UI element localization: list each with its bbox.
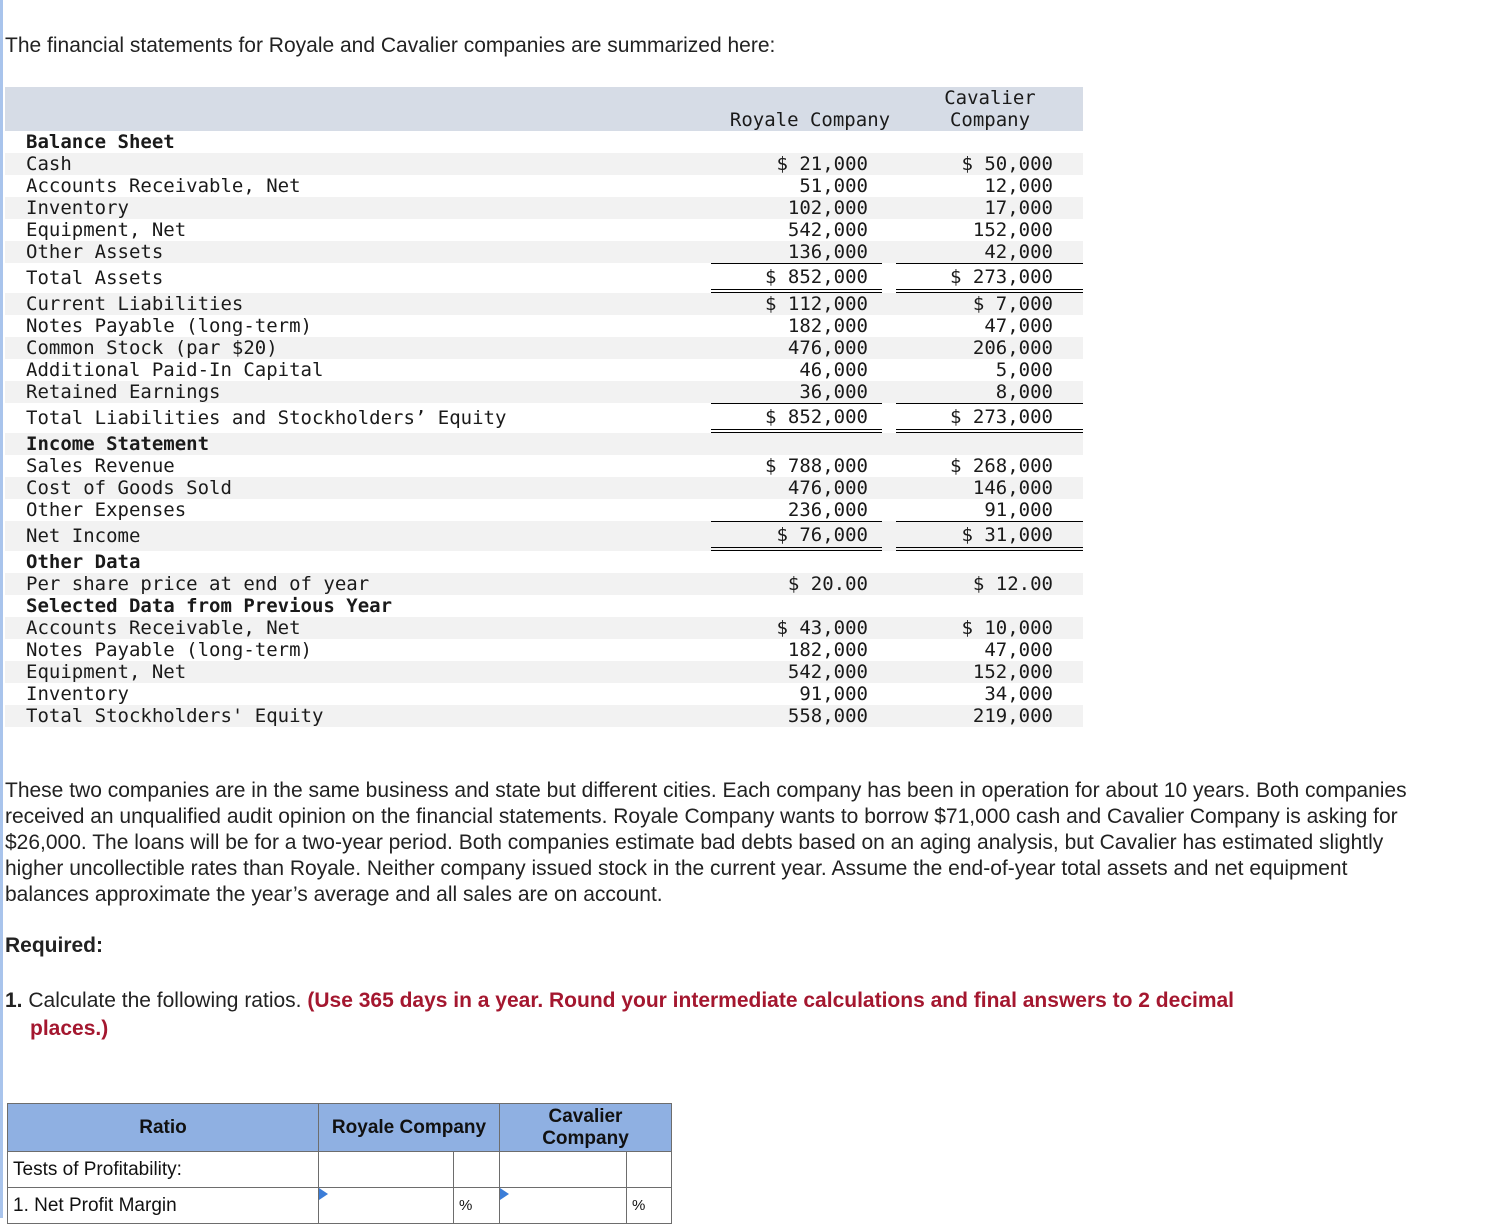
total-row: Net Income $ 76,000 $ 31,000 bbox=[5, 521, 1083, 551]
table-row: Notes Payable (long-term) 182,000 47,000 bbox=[26, 315, 1053, 337]
section-heading: Income Statement bbox=[5, 433, 1083, 455]
table-row: Equipment, Net 542,000 152,000 bbox=[5, 661, 1083, 683]
royale-column-header-answer: Royale Company bbox=[319, 1104, 500, 1152]
section-heading: Selected Data from Previous Year bbox=[26, 595, 393, 617]
left-accent-bar bbox=[0, 0, 3, 1218]
total-row: Total Assets $ 852,000 $ 273,000 bbox=[5, 263, 1083, 293]
table-row: Other Expenses 236,000 91,000 bbox=[26, 499, 1053, 521]
section-heading: Other Data bbox=[26, 551, 141, 573]
table-row: Total Stockholders' Equity 558,000 219,000 bbox=[5, 705, 1083, 727]
table-row: Retained Earnings 36,000 8,000 bbox=[5, 381, 1083, 403]
table-row: Notes Payable (long-term) 182,000 47,000 bbox=[26, 639, 1053, 661]
input-indicator-icon bbox=[319, 1188, 328, 1200]
intro-text: The financial statements for Royale and Cavalier companies are summarized here: bbox=[5, 34, 776, 57]
percent-unit: % bbox=[627, 1188, 672, 1224]
table-row: Other Assets 136,000 42,000 bbox=[5, 241, 1083, 263]
ratio-column-header: Ratio bbox=[8, 1104, 319, 1152]
table-row: Inventory 91,000 34,000 bbox=[26, 683, 1053, 705]
input-indicator-icon bbox=[500, 1188, 509, 1200]
table-row: Accounts Receivable, Net $ 43,000 $ 10,000 bbox=[5, 617, 1083, 639]
section-heading: Balance Sheet bbox=[26, 131, 175, 153]
table-row: Current Liabilities $ 112,000 $ 7,000 bbox=[5, 293, 1083, 315]
ratio-answer-table bbox=[7, 1103, 672, 1224]
table-row: Cost of Goods Sold 476,000 146,000 bbox=[5, 477, 1083, 499]
question-1: 1. Calculate the following ratios. (Use 365 days in a year. Round your intermediate calculations and final answers to 2 decimal places.) bbox=[5, 989, 1235, 1040]
royale-net-profit-margin-input[interactable] bbox=[319, 1188, 454, 1224]
total-row: Total Liabilities and Stockholders’ Equity $ 852,000 $ 273,000 bbox=[5, 403, 1083, 433]
cavalier-column-header: Cavalier Company bbox=[944, 87, 1036, 131]
cavalier-net-profit-margin-input[interactable] bbox=[500, 1188, 627, 1224]
problem-paragraph: These two companies are in the same business and state but different cities. Each company has been in operation for about 10 years. Both companies received an unqualified audit opinion on the financial statements. Royale Company wants to borrow $71,000 cash and Cavalier Company is asking for $26,000. The loans will be for a two-year period. Both companies estimate bad debts based on an aging analysis, but Cavalier has estimated slightly higher uncollectible rates than Royale. Neither company issued stock in the current year. Assume the end-of-year total assets and net equipment balances approximate the year’s average and all sales are on account. bbox=[5, 779, 1407, 906]
section-label: Tests of Profitability: bbox=[8, 1152, 319, 1188]
table-row: Accounts Receivable, Net 51,000 12,000 bbox=[26, 175, 1053, 197]
required-heading: Required: bbox=[5, 934, 104, 957]
ratio-label-net-profit-margin: 1. Net Profit Margin bbox=[8, 1188, 319, 1224]
fs-header bbox=[5, 87, 1083, 131]
cavalier-column-header-answer: Cavalier Company bbox=[500, 1104, 672, 1152]
table-row: Per share price at end of year $ 20.00 $ 12.00 bbox=[5, 573, 1083, 595]
financial-statements-table bbox=[5, 87, 1083, 727]
table-row: Cash $ 21,000 $ 50,000 bbox=[5, 153, 1083, 175]
percent-unit: % bbox=[454, 1188, 500, 1224]
table-row: Common Stock (par $20) 476,000 206,000 bbox=[5, 337, 1083, 359]
table-row: Equipment, Net 542,000 152,000 bbox=[26, 219, 1053, 241]
table-row: Sales Revenue $ 788,000 $ 268,000 bbox=[26, 455, 1053, 477]
table-row: Additional Paid-In Capital 46,000 5,000 bbox=[26, 359, 1053, 381]
table-row: Inventory 102,000 17,000 bbox=[5, 197, 1083, 219]
royale-column-header: Royale Company bbox=[729, 109, 891, 131]
